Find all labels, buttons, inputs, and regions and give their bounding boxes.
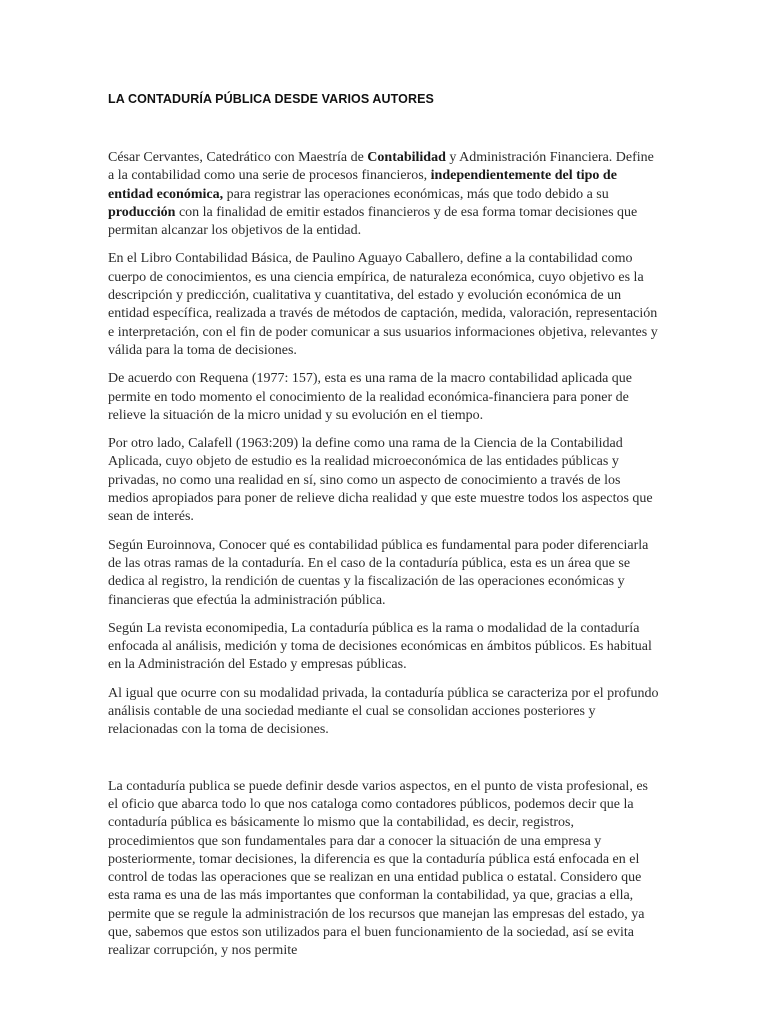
- paragraph-modalidad-privada: Al igual que ocurre con su modalidad privada, la contaduría pública se caracteriza por el profundo análisis contable de una sociedad mediante el cual se consolidan acciones posteriores y relacionadas con la toma de decisiones.: [108, 685, 659, 738]
- bold-phrase-entidad-economica: independientemente del tipo de entidad económica,: [108, 168, 617, 202]
- text-run: César Cervantes, Catedrático con Maestría de: [108, 150, 368, 165]
- paragraph-requena: De acuerdo con Requena (1977: 157), esta es una rama de la macro contabilidad aplicada que permite en todo momento el conocimiento de la realidad económica-financiera para poner de relieve la situación de la micro unidad y su evolución en el tiempo.: [108, 371, 633, 423]
- paragraph-economipedia: Según La revista economipedia, La contaduría pública es la rama o modalidad de la contaduría enfocada al análisis, medición y toma de decisiones económicas en ámbitos públicos. Es habitual en la Administración del Estado y empresas públicas.: [108, 620, 652, 673]
- document-body: [108, 149, 660, 971]
- text-run: para registrar las operaciones económicas, más que todo debido a su: [223, 186, 609, 202]
- text-run: y Administración Financiera. Define a la contabilidad como una serie de procesos financieros,: [108, 150, 654, 184]
- document-title: LA CONTADURÍA PÚBLICA DESDE VARIOS AUTORES: [108, 92, 434, 106]
- bold-term-produccion: producción: [108, 204, 176, 220]
- paragraph-calafell: Por otro lado, Calafell (1963:209) la define como una rama de la Ciencia de la Contabilidad Aplicada, cuyo objeto de estudio es la realidad microeconómica de las entidades públicas y privadas, no como una realidad en sí, sino como un aspecto de conocimiento a través de los medios apropiados para poner de relieve dicha realidad y que este muestre todos los aspectos que sean de interés.: [108, 436, 653, 525]
- paragraph-aguayo: En el Libro Contabilidad Básica, de Paulino Aguayo Caballero, define a la contabilidad como cuerpo de conocimientos, es una ciencia empírica, de naturaleza económica, cuyo objetivo es la descripción y predicción, cualitativa y cuantitativa, del estado y evolución económica de un entidad específica, realizada a través de métodos de captación, medida, valoración, representación e interpretación, con el fin de poder comunicar a sus usuarios informaciones objetiva, relevantes y válida para la toma de decisiones.: [108, 251, 658, 358]
- text-run: con la finalidad de emitir estados financieros y de esa forma tomar decisiones que permitan alcanzar los objetivos de la entidad.: [108, 204, 638, 239]
- paragraph-opinion: La contaduría publica se puede definir desde varios aspectos, en el punto de vista profesional, es el oficio que abarca todo lo que nos cataloga como contadores públicos, podemos decir que la contaduría pública es básicamente lo mismo que la contabilidad, es decir, registros, procedimientos que son fundamentales para dar a conocer la situación de una empresa y posteriormente, tomar decisiones, la diferencia es que la contaduría pública está enfocada en el control de todas las operaciones que se realizan en una entidad publica o estatal. Considero que esta rama es una de las más importantes que conforman la contabilidad, ya que, gracias a ella, permite que se regule la administración de los recursos que manejan las empresas del estado, ya que, sabemos que estos son utilizados para el buen funcionamiento de la sociedad, así se evita realizar corrupción, y nos permite: [108, 778, 648, 959]
- bold-term-contabilidad: Contabilidad: [367, 150, 446, 165]
- paragraph-euroinnova: Según Euroinnova, Conocer qué es contabilidad pública es fundamental para poder diferenciarla de las otras ramas de la contaduría. En el caso de la contaduría pública, esta es un área que se dedica al registro, la rendición de cuentas y la fiscalización de las operaciones económicas y financieras que efectúa la administración pública.: [108, 537, 649, 608]
- paragraph-cervantes: [108, 149, 660, 240]
